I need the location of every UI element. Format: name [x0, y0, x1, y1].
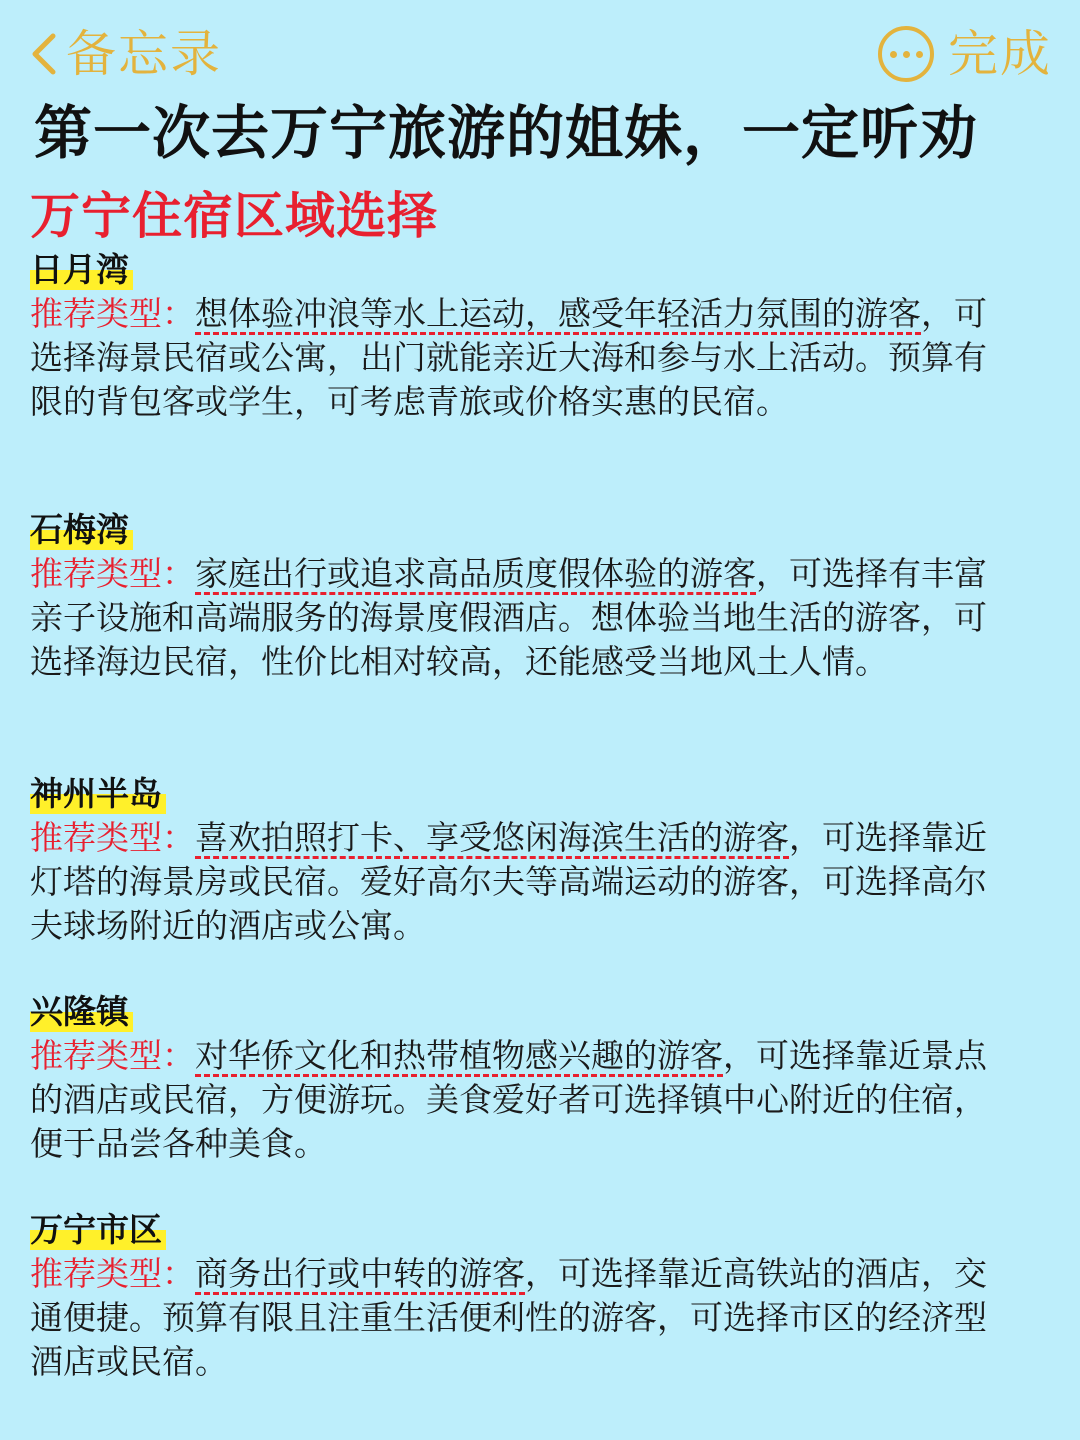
- chevron-left-icon: [22, 22, 66, 86]
- area-detail-text: ，可选择靠近景点的酒店或民宿，方便游玩。美食爱好者可选择镇中心附近的住宿，便于品尝各种美食。: [30, 1036, 987, 1163]
- target-traveler-text: 商务出行或中转的游客: [195, 1254, 525, 1293]
- area-name: 石梅湾: [30, 510, 133, 550]
- more-options-icon[interactable]: [878, 26, 934, 82]
- notes-navigation-bar: [0, 0, 1080, 96]
- recommend-label: 推荐类型：: [30, 818, 195, 857]
- area-entry-xinglong-town: [30, 992, 990, 1166]
- back-button[interactable]: [22, 22, 222, 86]
- target-traveler-text: 对华侨文化和热带植物感兴趣的游客: [195, 1036, 723, 1075]
- target-traveler-text: 喜欢拍照打卡、享受悠闲海滨生活的游客: [195, 818, 789, 857]
- area-description: [30, 1034, 990, 1166]
- area-description: [30, 292, 990, 424]
- area-description: [30, 816, 990, 948]
- area-entry-riyuewan: [30, 250, 990, 424]
- area-entry-shenzhou-peninsula: [30, 774, 990, 948]
- target-traveler-text: 家庭出行或追求高品质度假体验的游客: [195, 554, 756, 593]
- area-entry-wanning-city: [30, 1210, 990, 1384]
- area-detail-text: ，可选择有丰富亲子设施和高端服务的海景度假酒店。想体验当地生活的游客，可选择海边民宿，性价比相对较高，还能感受当地风土人情。: [30, 554, 987, 681]
- area-entry-shimeiwan: [30, 510, 990, 684]
- area-detail-text: ，可选择海景民宿或公寓，出门就能亲近大海和参与水上活动。预算有限的背包客或学生，可考虑青旅或价格实惠的民宿。: [30, 294, 987, 421]
- target-traveler-text: 想体验冲浪等水上运动，感受年轻活力氛围的游客: [195, 294, 921, 333]
- area-detail-text: ，可选择靠近灯塔的海景房或民宿。爱好高尔夫等高端运动的游客，可选择高尔夫球场附近的酒店或公寓。: [30, 818, 987, 945]
- area-detail-text: ，可选择靠近高铁站的酒店，交通便捷。预算有限且注重生活便利性的游客，可选择市区的经济型酒店或民宿。: [30, 1254, 987, 1381]
- section-title: 万宁住宿区域选择: [30, 187, 438, 245]
- recommend-label: 推荐类型：: [30, 554, 195, 593]
- area-name: 神州半岛: [30, 774, 166, 814]
- area-name: 兴隆镇: [30, 992, 133, 1032]
- recommend-label: 推荐类型：: [30, 1254, 195, 1293]
- area-name: 万宁市区: [30, 1210, 166, 1250]
- recommend-label: 推荐类型：: [30, 294, 195, 333]
- area-name: 日月湾: [30, 250, 133, 290]
- done-button[interactable]: 完成: [948, 25, 1052, 83]
- area-description: [30, 1252, 990, 1384]
- area-description: [30, 552, 990, 684]
- back-label: 备忘录: [66, 25, 222, 83]
- note-title: 第一次去万宁旅游的姐妹，一定听劝: [34, 99, 979, 167]
- recommend-label: 推荐类型：: [30, 1036, 195, 1075]
